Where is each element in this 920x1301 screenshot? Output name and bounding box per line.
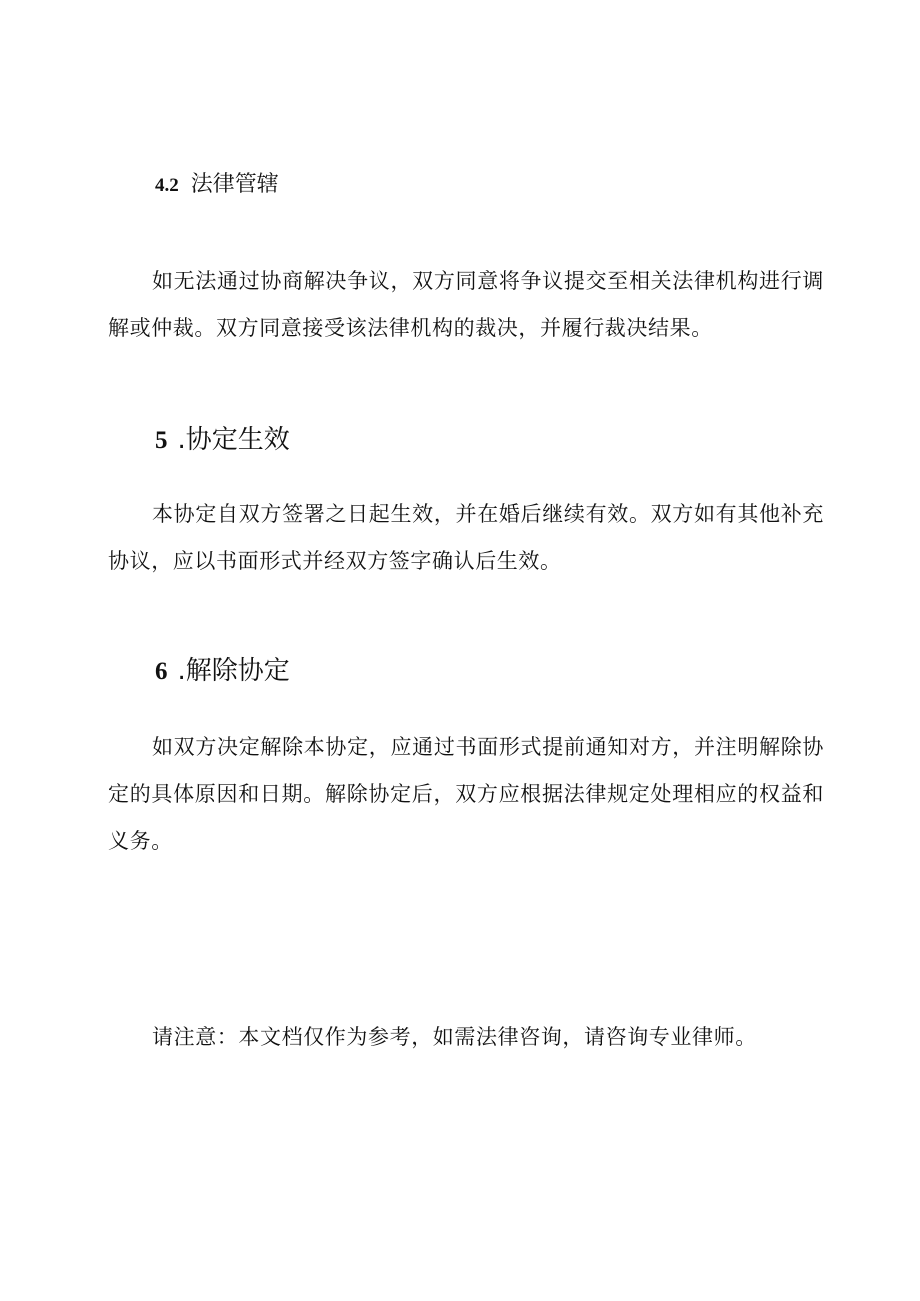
section-5-paragraph: 本协定自双方签署之日起生效，并在婚后继续有效。双方如有其他补充协议，应以书面形式并经双方签字确认后生效。 [108,502,824,573]
section-6-heading [155,651,290,692]
section-6-number: 6 [155,658,168,685]
section-5-heading [155,420,290,461]
section-6-title: .解除协定 [177,656,290,686]
section-4-2-heading [155,168,279,203]
section-5-number: 5 [155,427,168,454]
section-4-2-paragraph: 如无法通过协商解决争议，双方同意将争议提交至相关法律机构进行调解或仲裁。双方同意接受该法律机构的裁决，并履行裁决结果。 [108,269,824,340]
section-4-2-number: 4.2 [155,175,179,196]
section-6-paragraph: 如双方决定解除本协定，应通过书面形式提前通知对方，并注明解除协定的具体原因和日期。解除协定后，双方应根据法律规定处理相应的权益和义务。 [108,735,824,853]
disclaimer-note: 请注意：本文档仅作为参考，如需法律咨询，请咨询专业律师。 [152,1025,757,1049]
section-5-title: .协定生效 [177,425,290,455]
section-4-2-title: 法律管辖 [190,172,279,197]
